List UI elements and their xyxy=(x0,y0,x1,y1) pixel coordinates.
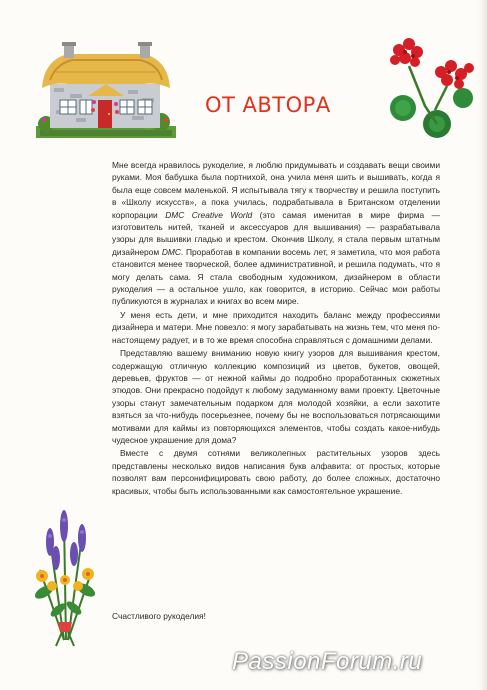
lavender-bouquet-icon xyxy=(28,510,103,650)
paragraph xyxy=(112,309,440,346)
paragraph-text: (это самая именитая в мире фирма — изготовитель нитей, тканей и аксессуаров для вышивания) — разрабатывала узоры для вышивки гладью и крестом. Окончив Школу, я стала первым штатным дизайнером xyxy=(112,209,440,257)
paragraph xyxy=(112,347,440,446)
scan-edge xyxy=(479,0,487,690)
geranium-icon xyxy=(385,36,480,141)
page-title: ОТ АВТОРА xyxy=(205,93,331,117)
watermark: PassionForum.ru xyxy=(232,648,423,675)
closing-line: Счастливого рукоделия! xyxy=(112,611,206,621)
paragraph-text: Вместе с двумя сотнями великолепных растительных узоров здесь представлены несколько видов написания букв алфавита: от простых, которые позволят вам персонифицировать свою работу, до более сложных, достаточно красивых, чтобы быть использованными как самостоятельное украшение. xyxy=(112,448,440,496)
paragraph-text: У меня есть дети, и мне приходится находить баланс между профессиями дизайнера и матери. Мне повезло: я могу зарабатывать на жизнь тем, что меня по-настоящему радует, и в то же время способна справляться с домашними делами. xyxy=(112,309,440,345)
emphasis-text: DMC xyxy=(161,246,181,257)
paragraph-text: Представляю вашему вниманию новую книгу узоров для вышивания крестом, содержащую отличную коллекцию композиций из цветов, букетов, овощей, деревьев, фруктов — от нежной каймы до подробно проработанных сюжетных этюдов. Они прекрасно подойдут к любому задуманному вами проекту. Цветочные узоры станут замечательным подарком для молодой хозяйки, а если захотите взяться за что-нибудь посерьезнее, почему бы не воспользоваться потрясающими мотивами для каймы из повторяющихся элементов, чтобы создать какое-нибудь чудесное украшение для дома? xyxy=(112,348,440,445)
paragraph xyxy=(112,447,440,497)
body-text xyxy=(112,159,440,498)
paragraph xyxy=(112,159,440,308)
cottage-icon xyxy=(36,40,176,140)
paragraph-text: Мне всегда нравилось рукоделие, я люблю придумывать и создавать вещи своими руками. Моя бабушка была портнихой, она учила меня шить и вышивать, когда я была еще совсем маленькой. Я испытывала тягу к творчеству и решила поступить в «Школу искусств», а пока училась, подрабатывала в Британском отделении корпорации xyxy=(112,160,440,220)
emphasis-text: DMC Creative World xyxy=(165,209,253,220)
paragraph-text: . Проработав в компании восемь лет, я заметила, что моя работа становится менее творческой, более административной, и решила подумать, что я могу делать сама. Я стала свободным художником, дизайнером в области рукоделия — а остальное ушло, как говорится, в историю. Сейчас мои работы публикуются в журналах и книгах во всем мире. xyxy=(112,246,440,307)
